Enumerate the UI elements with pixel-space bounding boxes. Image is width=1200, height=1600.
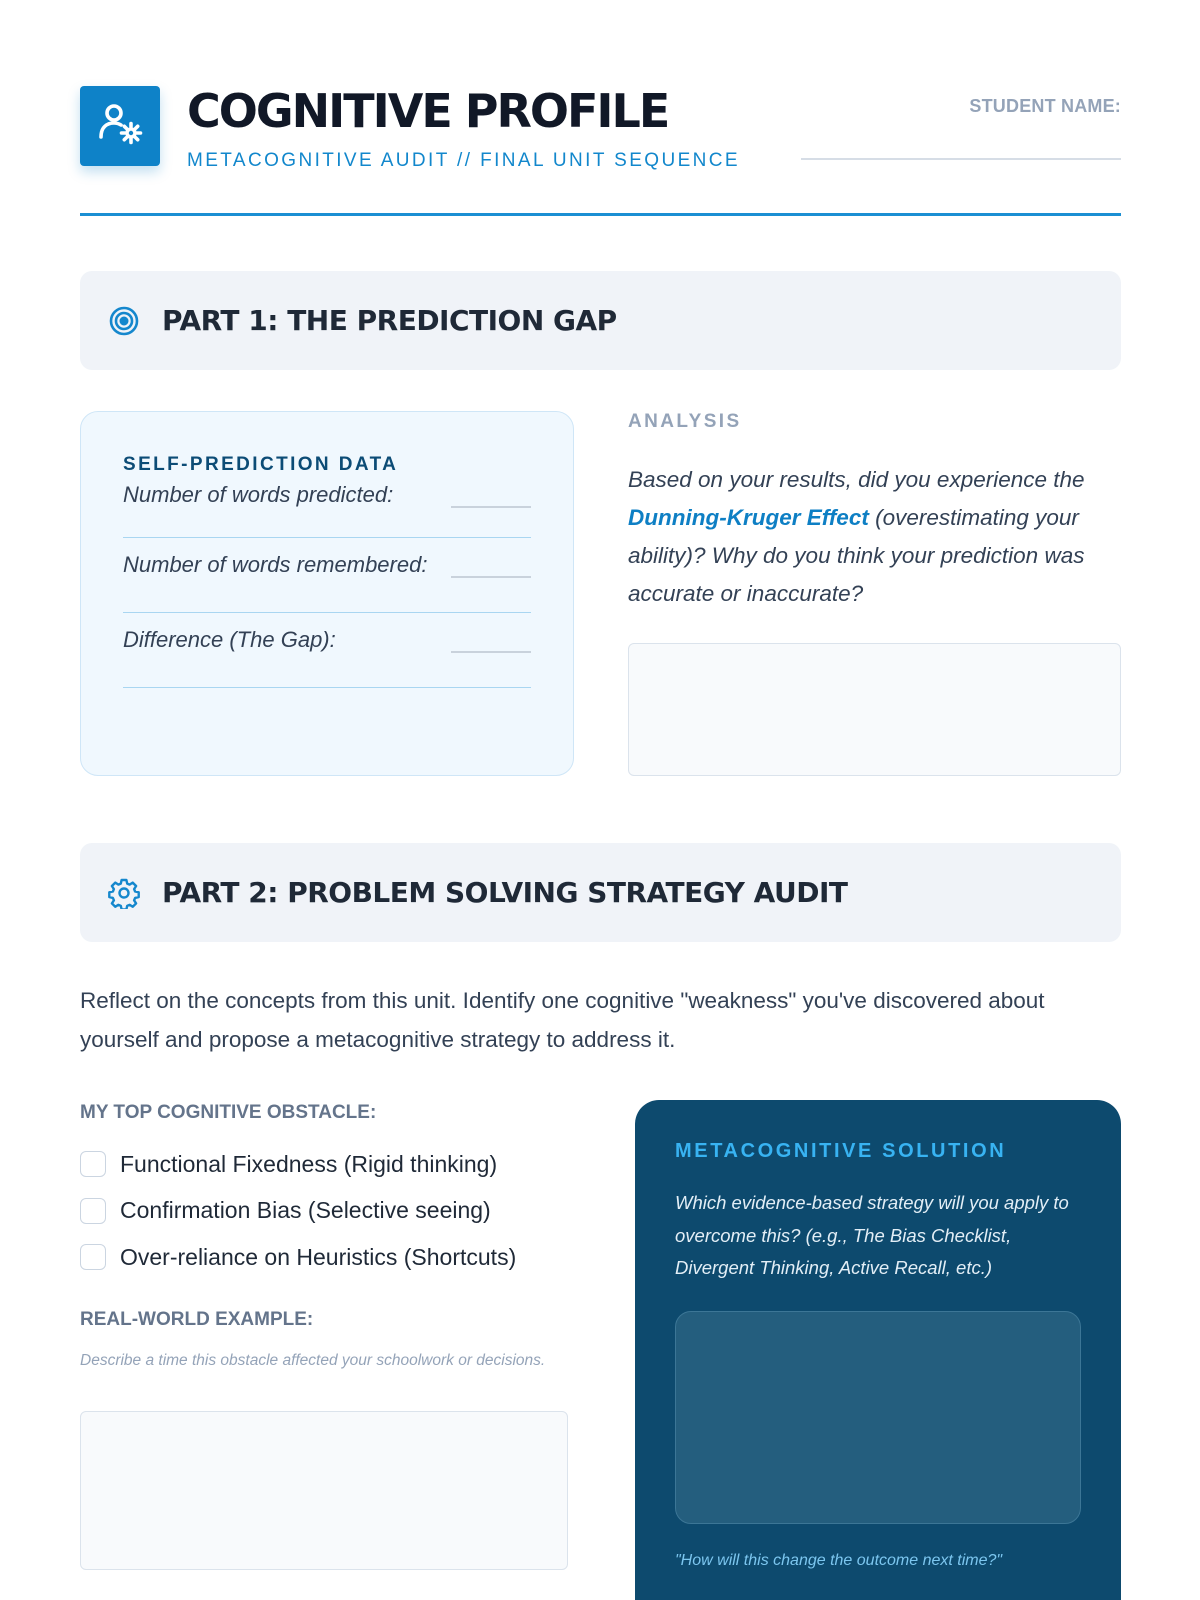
obstacle-heading: MY TOP COGNITIVE OBSTACLE: (80, 1102, 377, 1123)
student-name-field[interactable] (801, 158, 1121, 160)
part1-banner (80, 271, 1121, 370)
obstacle-label: Confirmation Bias (Selective seeing) (120, 1197, 491, 1224)
part1-title: PART 1: THE PREDICTION GAP (162, 304, 617, 337)
self-prediction-rows (123, 480, 531, 688)
analysis-answer-box[interactable] (628, 643, 1121, 776)
logo (80, 86, 160, 166)
solution-heading: METACOGNITIVE SOLUTION (675, 1140, 1007, 1162)
obstacle-label: Functional Fixedness (Rigid thinking) (120, 1150, 498, 1177)
obstacle-checkbox[interactable] (80, 1151, 106, 1177)
obstacle-checkbox[interactable] (80, 1198, 106, 1224)
data-row (123, 480, 531, 538)
target-icon (108, 305, 140, 337)
self-prediction-heading: SELF-PREDICTION DATA (123, 454, 399, 475)
part2-title: PART 2: PROBLEM SOLVING STRATEGY AUDIT (162, 876, 848, 909)
analysis-section (628, 411, 1121, 613)
solution-quote: "How will this change the outcome next time?" (675, 1551, 1003, 1569)
header (80, 86, 1121, 216)
page-title: COGNITIVE PROFILE (187, 84, 669, 138)
list-item[interactable] (80, 1141, 516, 1188)
row-label: Number of words remembered: (123, 552, 428, 577)
part2-banner (80, 843, 1121, 942)
words-remembered-field[interactable] (451, 576, 531, 578)
row-label: Difference (The Gap): (123, 627, 336, 652)
analysis-text-before: Based on your results, did you experience the (628, 467, 1085, 492)
gear-icon (108, 877, 140, 909)
row-label: Number of words predicted: (123, 482, 394, 507)
data-row (123, 538, 531, 613)
analysis-heading: ANALYSIS (628, 411, 742, 432)
analysis-text-after: (overestimating your ability)? Why do you think your prediction was accurate or inaccurate? (628, 505, 1085, 606)
data-row (123, 613, 531, 688)
part2-intro: Reflect on the concepts from this unit. Identify one cognitive "weakness" you've discovered about yourself and propose a metacognitive strategy to address it. (80, 988, 1045, 1052)
obstacle-label: Over-reliance on Heuristics (Shortcuts) (120, 1243, 517, 1270)
dunning-kruger-highlight: Dunning-Kruger Effect (628, 505, 869, 530)
self-prediction-card (80, 411, 574, 776)
obstacle-checkbox[interactable] (80, 1244, 106, 1270)
page-subtitle: METACOGNITIVE AUDIT // FINAL UNIT SEQUENCE (187, 150, 740, 171)
user-gear-icon (95, 99, 145, 154)
difference-field[interactable] (451, 651, 531, 653)
solution-prompt: Which evidence-based strategy will you apply to overcome this? (e.g., The Bias Checklist, Divergent Thinking, Active Recall, etc.) (675, 1192, 1069, 1278)
obstacle-list (80, 1141, 516, 1281)
example-heading: REAL-WORLD EXAMPLE: (80, 1309, 314, 1330)
example-answer-box[interactable] (80, 1411, 568, 1570)
analysis-prompt (628, 461, 1121, 613)
list-item[interactable] (80, 1234, 516, 1281)
student-name-label: STUDENT NAME: (969, 96, 1121, 116)
list-item[interactable] (80, 1188, 516, 1235)
solution-answer-box[interactable] (675, 1311, 1081, 1524)
words-predicted-field[interactable] (451, 506, 531, 508)
example-hint: Describe a time this obstacle affected your schoolwork or decisions. (80, 1352, 546, 1369)
solution-card (635, 1100, 1121, 1600)
header-divider (80, 213, 1121, 216)
